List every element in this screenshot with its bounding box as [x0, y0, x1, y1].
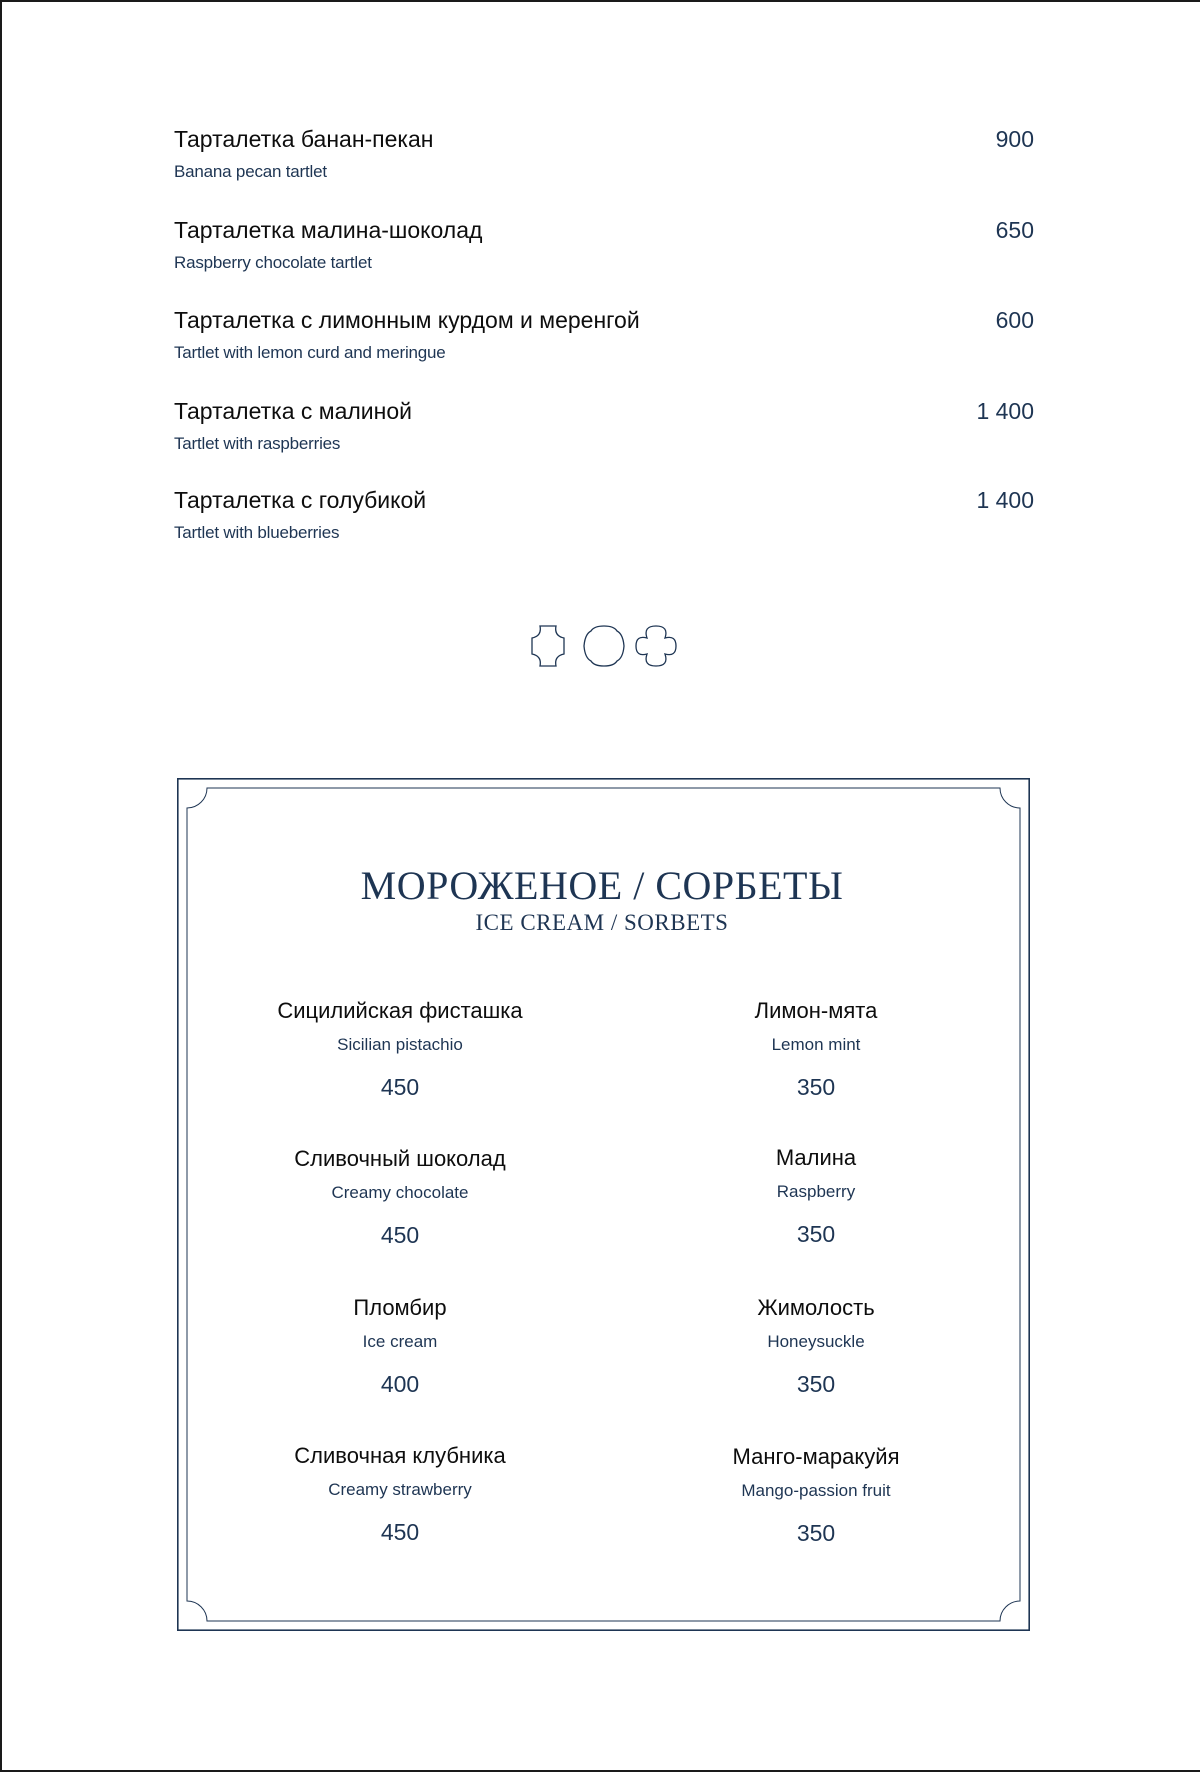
item-name-en: Honeysuckle: [767, 1332, 865, 1351]
item-name-en: Lemon mint: [771, 1035, 861, 1054]
item-name-ru: Лимон-мята: [754, 998, 878, 1023]
item-name-ru: Тарталетка банан-пекан: [174, 126, 434, 152]
item-price: 600: [995, 307, 1034, 333]
item-name-en: Tartlet with blueberries: [174, 523, 340, 542]
menu-item-sorbet: [646, 998, 986, 1108]
item-price: 450: [380, 1074, 420, 1100]
menu-item-sorbet: [646, 1145, 986, 1255]
menu-item-ice-cream: [230, 1443, 570, 1553]
item-name-ru: Жимолость: [757, 1295, 875, 1320]
item-name-ru: Сливочный шоколад: [294, 1146, 506, 1171]
menu-item-sorbet: [646, 1295, 986, 1405]
item-name-ru: Тарталетка малина-шоколад: [174, 217, 483, 243]
ornament-clover-icon: [636, 626, 676, 666]
item-price: 1 400: [976, 398, 1034, 424]
item-price: 350: [796, 1074, 836, 1100]
item-price: 450: [380, 1519, 420, 1545]
item-name-ru: Тарталетка с малиной: [174, 398, 412, 424]
item-name-en: Mango-passion fruit: [741, 1481, 891, 1500]
item-name-en: Sicilian pistachio: [337, 1035, 463, 1054]
item-name-ru: Сицилийская фисташка: [277, 998, 523, 1023]
item-name-ru: Пломбир: [353, 1295, 447, 1320]
item-price: 350: [796, 1221, 836, 1247]
item-name-en: Tartlet with raspberries: [174, 434, 341, 453]
ornament-circle-icon: [584, 626, 624, 666]
item-name-en: Creamy chocolate: [331, 1183, 469, 1202]
item-name-ru: Тарталетка с лимонным курдом и меренгой: [174, 307, 640, 333]
item-name-ru: Малина: [775, 1145, 857, 1170]
menu-item-ice-cream: [230, 1295, 570, 1405]
item-name-en: Raspberry chocolate tartlet: [174, 253, 372, 272]
menu-item-tartlet: [174, 307, 1034, 387]
item-name-en: Raspberry: [776, 1182, 856, 1201]
item-price: 1 400: [976, 487, 1034, 513]
item-price: 450: [380, 1222, 420, 1248]
item-name-ru: Манго-маракуйя: [732, 1444, 900, 1469]
menu-item-ice-cream: [230, 1146, 570, 1256]
item-name-en: Banana pecan tartlet: [174, 162, 327, 181]
item-name-en: Creamy strawberry: [328, 1480, 472, 1499]
item-name-en: Tartlet with lemon curd and meringue: [174, 343, 446, 362]
menu-item-tartlet: [174, 398, 1034, 478]
ornament-quatrefoil-icon: [532, 626, 564, 666]
item-price: 900: [995, 126, 1034, 152]
menu-item-tartlet: [174, 487, 1034, 567]
item-price: 350: [796, 1520, 836, 1546]
menu-item-tartlet: [174, 126, 1034, 206]
menu-item-ice-cream: [230, 998, 570, 1108]
menu-item-tartlet: [174, 217, 1034, 297]
item-price: 400: [380, 1371, 420, 1397]
item-name-en: Ice cream: [362, 1332, 438, 1351]
item-price: 350: [796, 1371, 836, 1397]
section-subtitle: ICE CREAM / SORBETS: [475, 910, 729, 935]
section-divider-ornament: [524, 622, 684, 672]
item-price: 650: [995, 217, 1034, 243]
item-name-ru: Тарталетка с голубикой: [174, 487, 427, 513]
section-title: МОРОЖЕНОЕ / СОРБЕТЫ: [360, 863, 844, 908]
menu-item-sorbet: [646, 1444, 986, 1554]
item-name-ru: Сливочная клубника: [294, 1443, 506, 1468]
